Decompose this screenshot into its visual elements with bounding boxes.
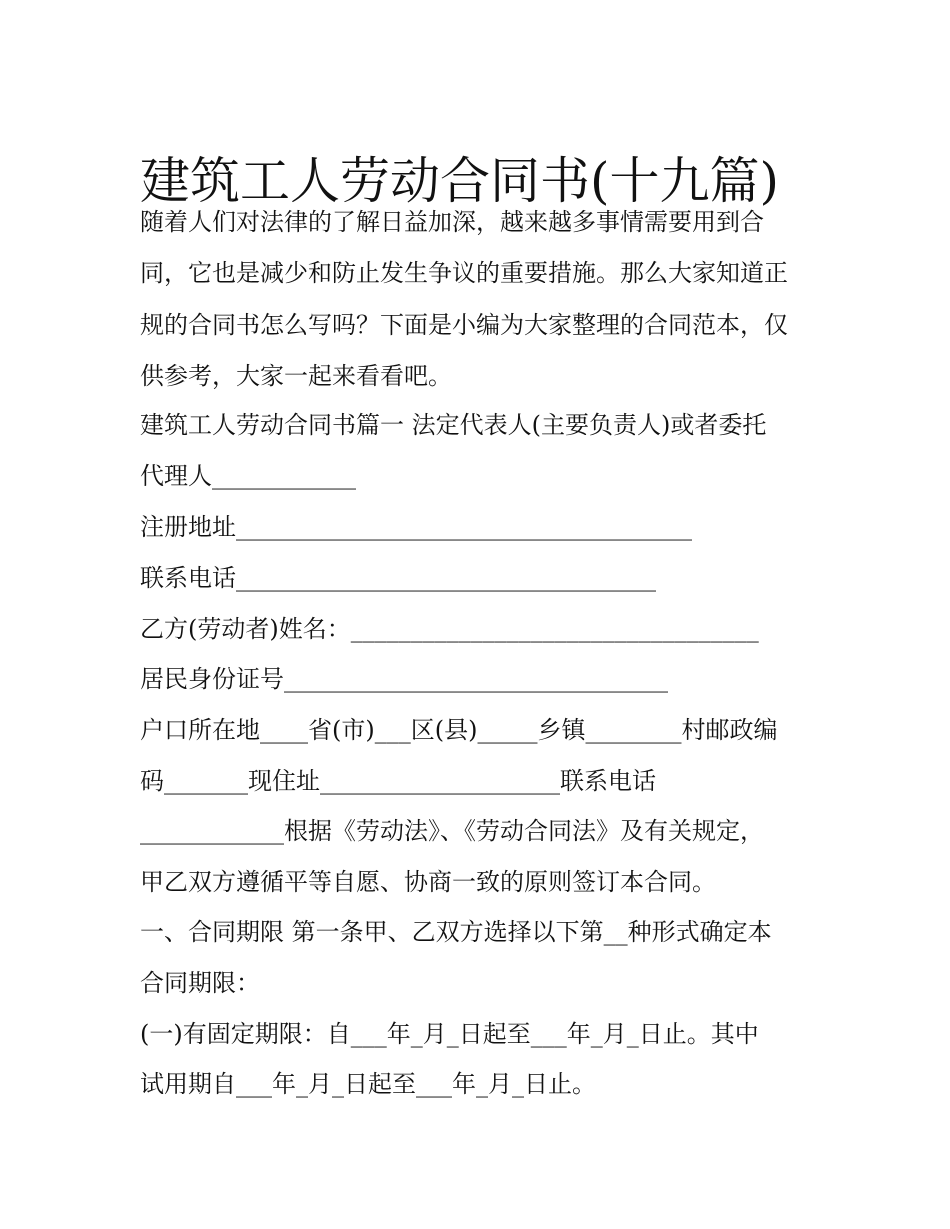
document-title: 建筑工人劳动合同书(十九篇) [140,151,780,210]
paragraph-line: 甲乙双方遵循平等自愿、协商一致的原则签订本合同。 [140,868,716,896]
form-field-worker-name: 乙方(劳动者)姓名：__________________________________ [140,615,759,643]
clause-probation: 试用期自___年_月_日起至___年_月_日止。 [140,1070,596,1098]
paragraph-line: 同，它也是减少和防止发生争议的重要措施。那么大家知道正 [140,259,788,287]
form-field-residence: 码_______现住址____________________联系电话 [140,767,656,795]
clause-fixed-term: (一)有固定期限：自___年_月_日起至___年_月_日止。其中 [140,1020,759,1048]
paragraph-line: ____________根据《劳动法》、《劳动合同法》及有关规定， [140,817,764,845]
paragraph-line: 规的合同书怎么写吗？下面是小编为大家整理的合同范本，仅 [140,311,788,339]
form-field-id-number: 居民身份证号________________________________ [140,665,668,693]
section-heading-term: 一、合同期限 第一条甲、乙双方选择以下第__种形式确定本 [140,918,772,946]
form-field-address: 注册地址______________________________________ [140,513,692,541]
paragraph-line: 建筑工人劳动合同书篇一 法定代表人(主要负责人)或者委托 [140,411,767,439]
paragraph-line: 供参考，大家一起来看看吧。 [140,362,452,390]
form-field-agent: 代理人____________ [140,462,356,490]
form-field-phone: 联系电话___________________________________ [140,564,656,592]
form-field-household: 户口所在地____省(市)___区(县)_____乡镇________村邮政编 [140,716,778,744]
paragraph-line: 随着人们对法律的了解日益加深，越来越多事情需要用到合 [140,208,764,236]
paragraph-line: 合同期限： [140,969,260,997]
